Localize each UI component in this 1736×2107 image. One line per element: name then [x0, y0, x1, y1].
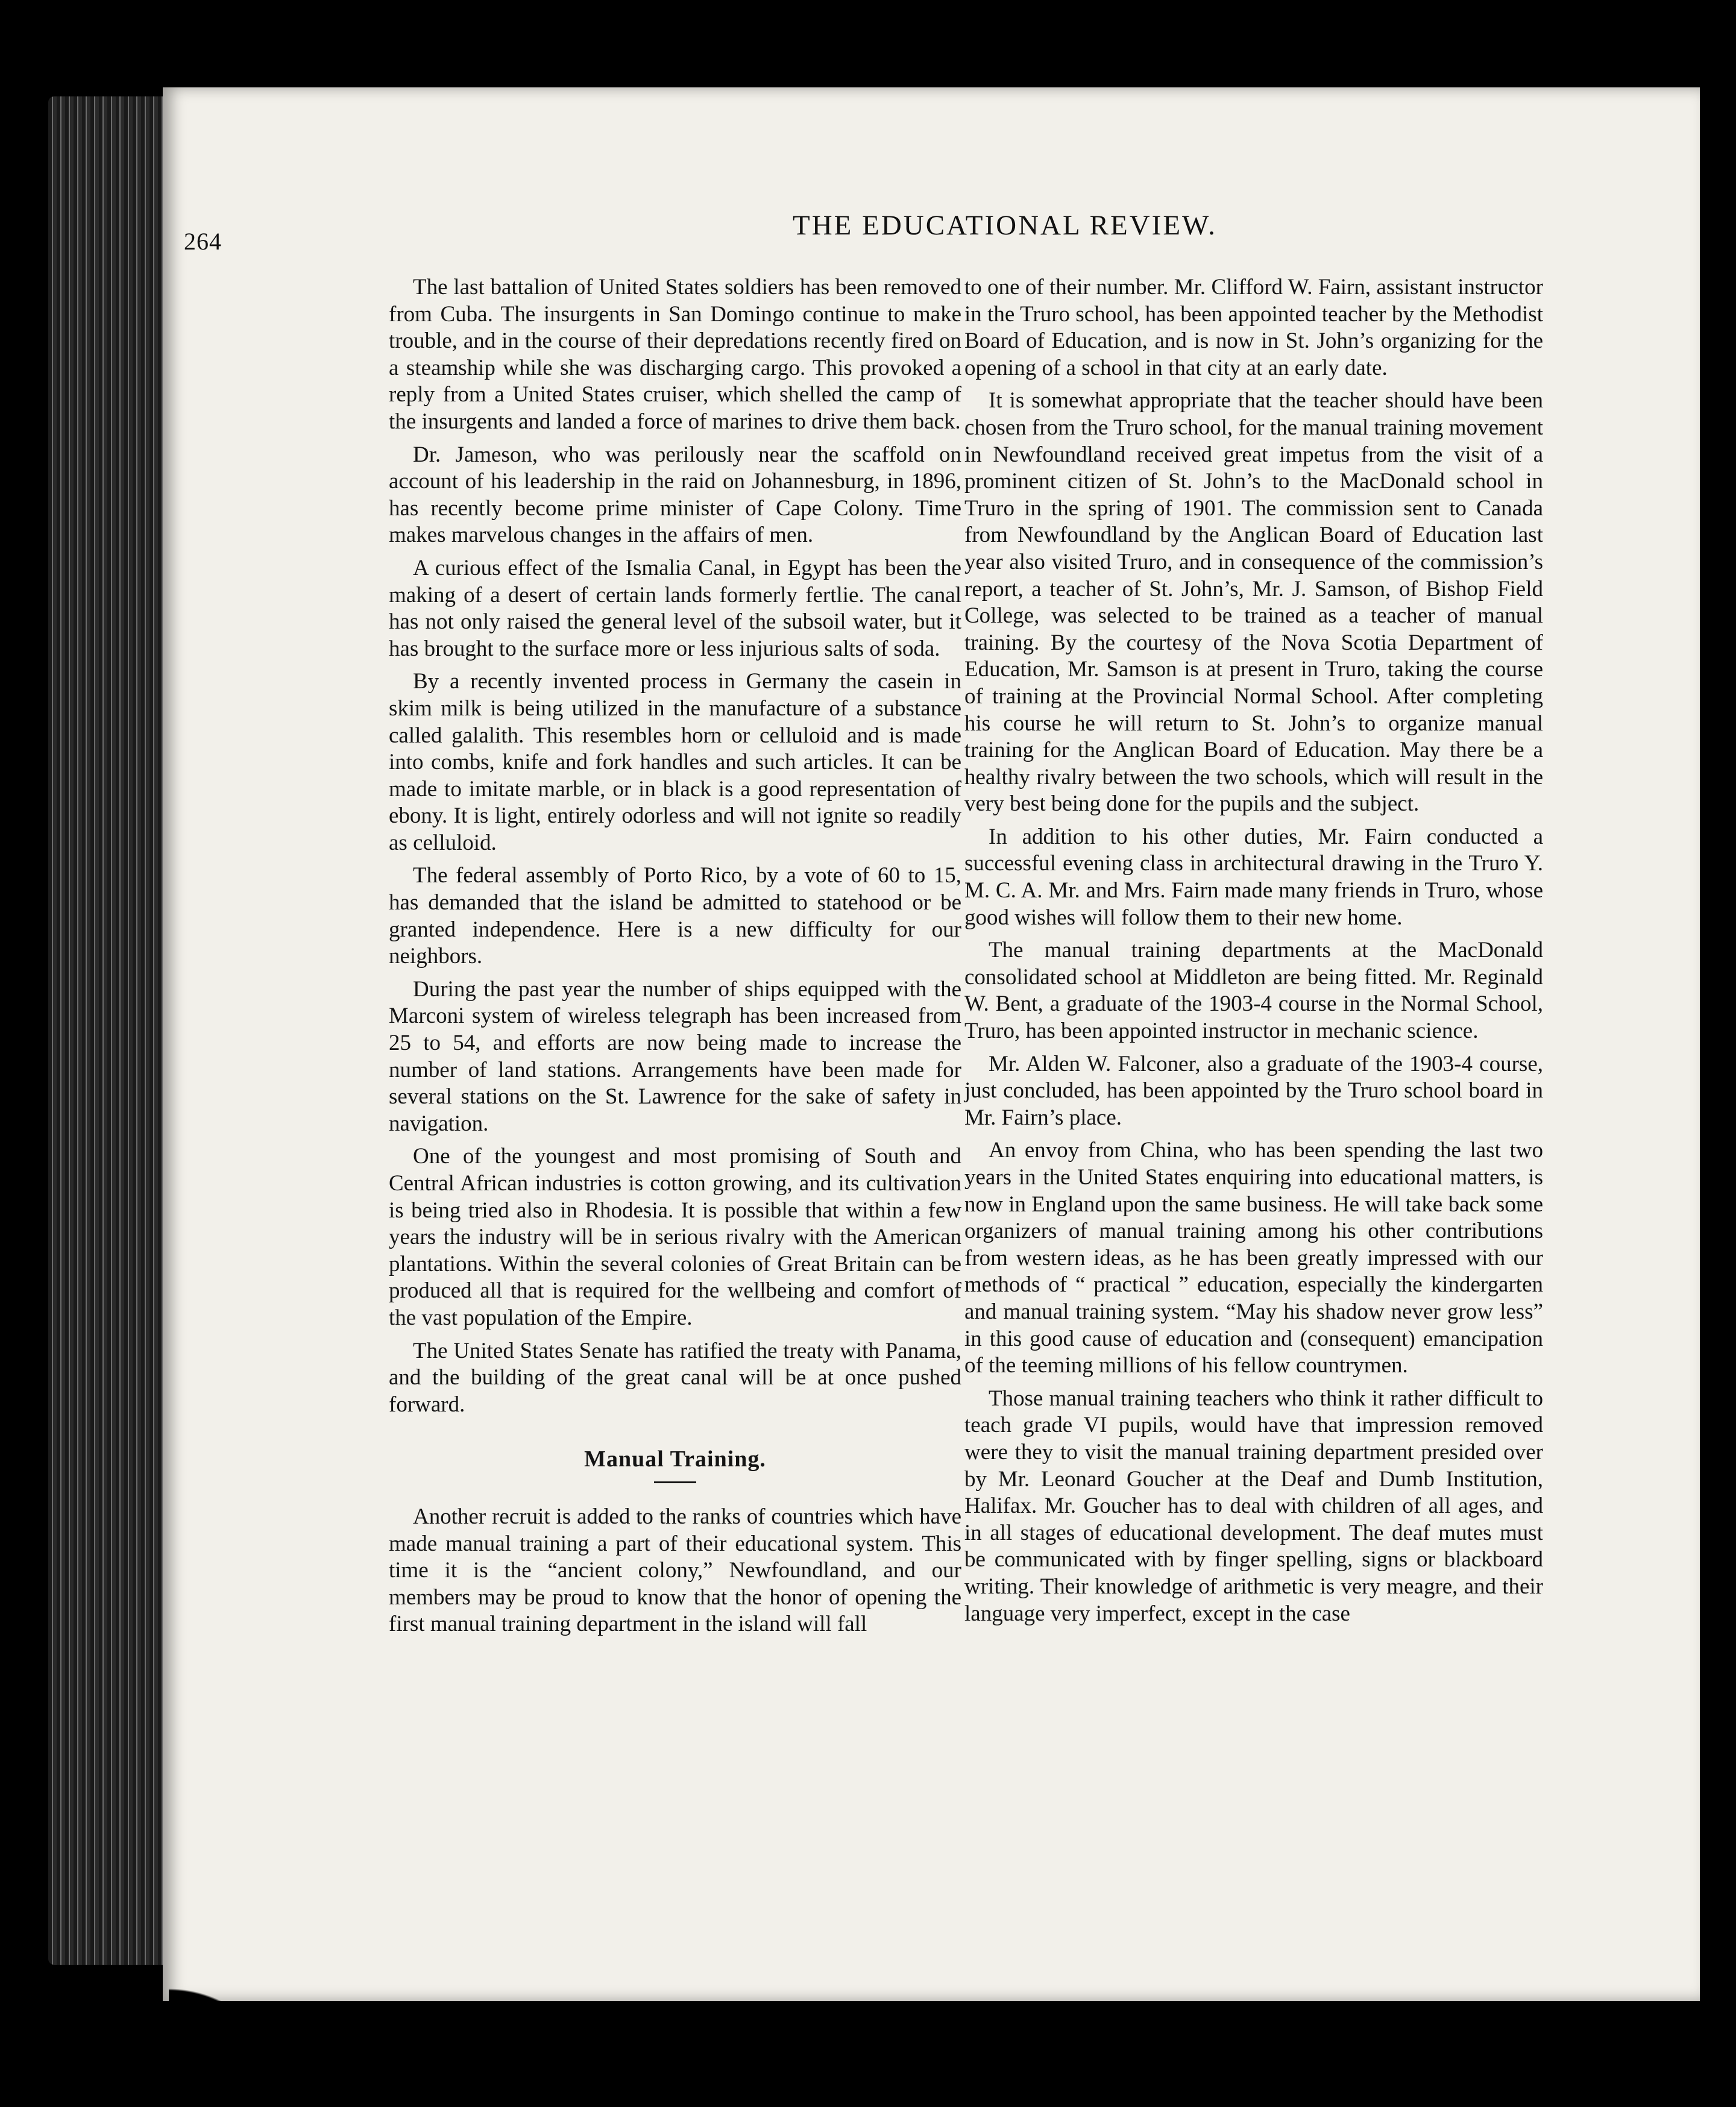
- paragraph: Those manual training teachers who think it rather difficult to teach grade VI pupils, would have that impression removed were they to visit the manual training department presided over by Mr. Leonard Goucher at the Deaf and Dumb Institution, Halifax. Mr. Goucher has to deal with children of all ages, and in all stages of educational development. The deaf mutes must be communicated with by finger spelling, signs or blackboard writing. Their knowledge of arithmetic is very meagre, and their language very imperfect, except in the case: [964, 1386, 1543, 1626]
- paragraph: The last battalion of United States soldiers has been removed from Cuba. The insurgents in San Domingo continue to make trouble, and in the course of their depredations recently fired on a steamship while she was discharging cargo. This provoked a reply from a United States cruiser, which shelled the camp of the insurgents and landed a force of marines to drive them back.: [389, 275, 961, 434]
- paragraph: Mr. Alden W. Falconer, also a graduate of the 1903-4 course, just concluded, has been appointed by the Truro school board in Mr. Fairn’s place.: [964, 1051, 1543, 1130]
- paragraph: The United States Senate has ratified the treaty with Panama, and the building of the great canal will be at once pushed forward.: [389, 1338, 961, 1417]
- paragraph: In addition to his other duties, Mr. Fairn conducted a successful evening class in architectural drawing in the Truro Y. M. C. A. Mr. and Mrs. Fairn made many friends in Truro, whose good wishes will follow them to their new home.: [964, 824, 1543, 930]
- paragraph: By a recently invented process in Germany the casein in skim milk is being utilized in the manufacture of a substance called galalith. This resembles horn or celluloid and is made into combs, knife and fork handles and such articles. It can be made to imitate marble, or in black is a good representation of ebony. It is light, entirely odorless and will not ignite so readily as celluloid.: [389, 669, 961, 855]
- paragraph: During the past year the number of ships equipped with the Marconi system of wireless telegraph has been increased from 25 to 54, and efforts are now being made to increase the number of land stations. Arrangements have been made for several stations on the St. Lawrence for the sake of safety in navigation.: [389, 976, 961, 1136]
- book-page-edges: [48, 96, 163, 1965]
- thumb-shadow: [169, 1965, 326, 2107]
- paragraph: It is somewhat appropriate that the teacher should have been chosen from the Truro school, for the manual training movement in Newfoundland received great impetus from the visit of a prominent citizen of St. John’s to the MacDonald school in Truro in the spring of 1901. The commission sent to Canada from Newfoundland by the Anglican Board of Education last year also visited Truro, and in consequence of the commission’s report, a teacher of St. John’s, Mr. J. Samson, of Bishop Field College, was selected to be trained as a teacher of manual training. By the courtesy of the Nova Scotia Department of Education, Mr. Samson is at present in Truro, taking the course of training at the Provincial Normal School. After completing his course he will return to St. John’s to organize manual training for the Anglican Board of Education. May there be a healthy rivalry between the two schools, which will result in the very best being done for the pupils and the subject.: [964, 388, 1543, 817]
- paragraph: A curious effect of the Ismalia Canal, in Egypt has been the making of a desert of certain lands formerly fertlie. The canal has not only raised the general level of the subsoil water, but it has brought to the surface more or less injurious salts of soda.: [389, 555, 961, 661]
- right-column: [964, 274, 1543, 1633]
- paragraph: Dr. Jameson, who was perilously near the scaffold on account of his leadership in the raid on Johannesburg, in 1896, has recently become prime minister of Cape Colony. Time makes marvelous changes in the affairs of men.: [389, 442, 961, 548]
- section-rule: [654, 1481, 696, 1483]
- page-number: 264: [184, 228, 222, 255]
- paragraph: An envoy from China, who has been spending the last two years in the United States enquiring into educational matters, is now in England upon the same business. He will take back some organizers of manual training among his other contributions from western ideas, as he has been greatly impressed with our methods of “ practical ” education, especially the kindergarten and manual training system. “May his shadow never grow less” in this good cause of education and (consequent) emancipation of the teeming millions of his fellow countrymen.: [964, 1138, 1543, 1378]
- paragraph: The manual training departments at the MacDonald consolidated school at Middleton are being fitted. Mr. Reginald W. Bent, a graduate of the 1903-4 course in the Normal School, Truro, has been appointed instructor in mechanic science.: [964, 938, 1543, 1044]
- section-title: Manual Training.: [584, 1446, 766, 1472]
- paragraph: One of the youngest and most promising of South and Central African industries is cotton growing, and its cultivation is being tried also in Rhodesia. It is possible that within a few years the industry will be in serious rivalry with the American plantations. Within the several colonies of Great Britain can be produced all that is required for the wellbeing and comfort of the vast population of the Empire.: [389, 1144, 961, 1330]
- paragraph: The federal assembly of Porto Rico, by a vote of 60 to 15, has demanded that the island be admitted to statehood or be granted independence. Here is a new difficulty for our neighbors.: [389, 863, 961, 969]
- paragraph-continuation: to one of their number. Mr. Clifford W. Fairn, assistant instructor in the Truro school, has been appointed teacher by the Methodist Board of Education, and is now in St. John’s organizing for the opening of a school in that city at an early date.: [964, 275, 1543, 380]
- left-column: [389, 274, 961, 1644]
- running-head: THE EDUCATIONAL REVIEW.: [793, 210, 1217, 241]
- paragraph: Another recruit is added to the ranks of countries which have made manual training a part of their educational system. This time it is the “ancient colony,” Newfoundland, and our members may be proud to know that the honor of opening the first manual training department in the island will fall: [389, 1504, 961, 1637]
